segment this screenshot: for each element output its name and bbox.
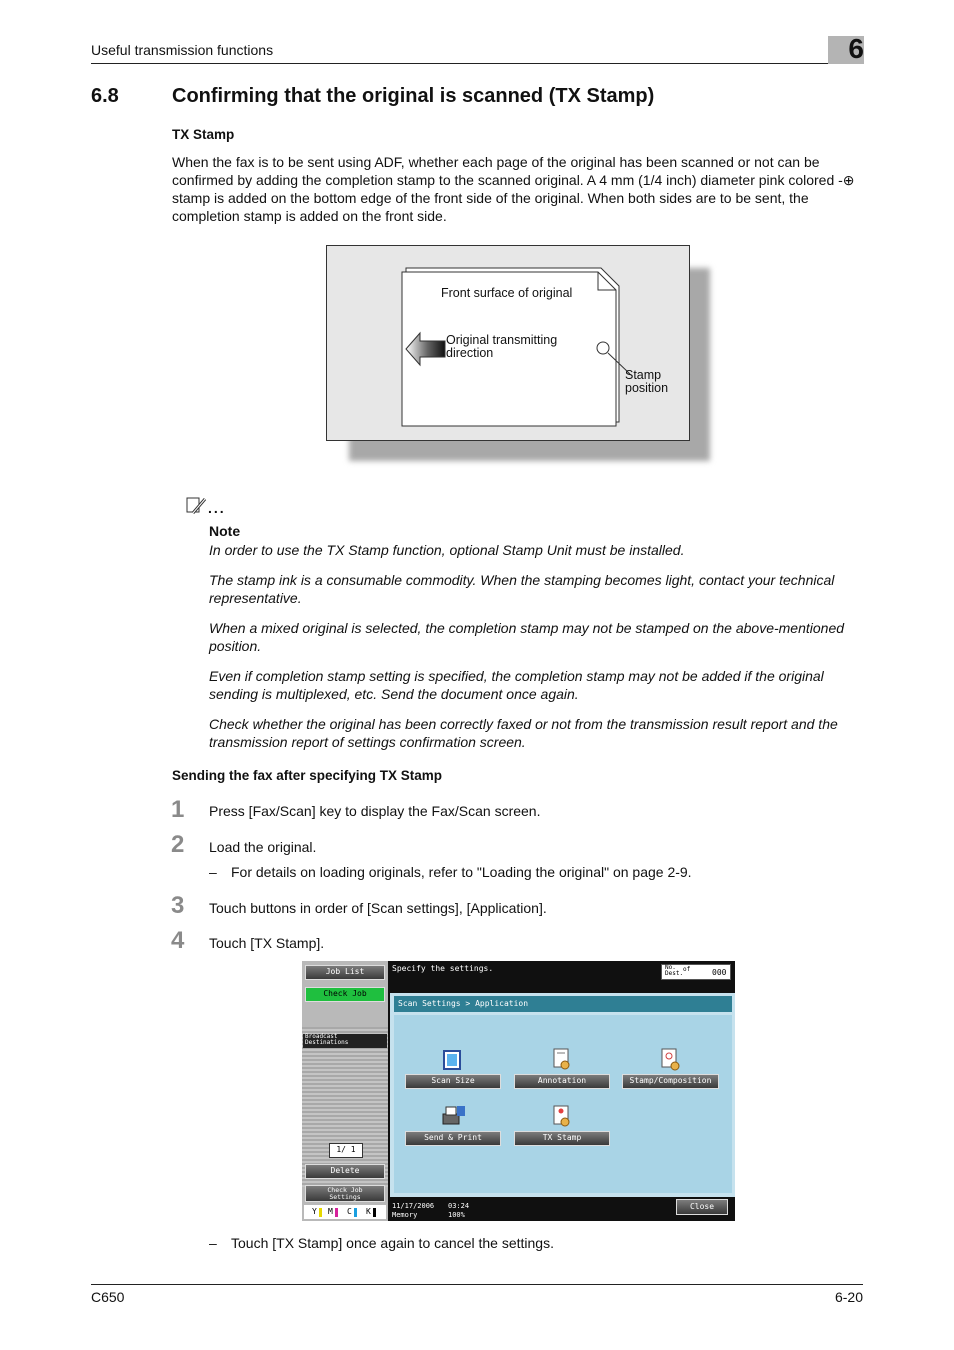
breadcrumb: Scan Settings > Application: [394, 996, 732, 1012]
scan-size-button[interactable]: Scan Size: [405, 1074, 501, 1089]
check-job-settings-label-1: Check Job: [327, 1186, 363, 1194]
memory-value: 100%: [448, 1211, 465, 1219]
step-text: Press [Fax/Scan] key to display the Fax/Scan screen.: [209, 803, 541, 819]
destination-list-area: [302, 1027, 388, 1187]
screen-message: Specify the settings.: [392, 964, 494, 973]
stamp-composition-button[interactable]: Stamp/Composition: [622, 1074, 719, 1089]
note-item: In order to use the TX Stamp function, optional Stamp Unit must be installed.: [209, 542, 685, 558]
direction-label-1: Original transmitting: [446, 333, 558, 347]
section-number: 6.8: [91, 85, 119, 107]
close-button[interactable]: Close: [676, 1199, 728, 1215]
note-item: The stamp ink is a consumable commodity. When the stamping becomes light, contact your technical representative.: [209, 572, 835, 606]
toner-cyan-label: C: [347, 1207, 352, 1216]
annotation-button[interactable]: Annotation: [514, 1074, 610, 1089]
toner-black-label: K: [366, 1207, 371, 1216]
step-number: 4: [171, 927, 185, 954]
dest-label-1: No.: [665, 964, 676, 971]
note-item: Even if completion stamp setting is specified, the completion stamp may not be added if the original sending is multiplexed, etc. Send the document once again.: [209, 668, 824, 702]
note-title: Note: [209, 523, 241, 539]
status-time: 03:24: [448, 1202, 470, 1210]
section-title: Confirming that the original is scanned (TX Stamp): [172, 85, 655, 107]
toner-magenta-label: M: [328, 1207, 333, 1216]
cancel-subitem: Touch [TX Stamp] once again to cancel the settings.: [231, 1235, 554, 1251]
dest-of-label: of: [683, 966, 691, 973]
step-number: 1: [171, 796, 185, 823]
step-number: 2: [171, 831, 185, 858]
note-item: When a mixed original is selected, the completion stamp may not be stamped on the above-mentioned position.: [209, 620, 845, 654]
annotation-icon: [551, 1047, 573, 1071]
broadcast-label-1: Broadcast: [305, 1033, 338, 1040]
dest-count: 000: [712, 968, 727, 977]
stamp-label-1: Stamp: [625, 368, 662, 382]
stamp-composition-icon: [659, 1047, 683, 1071]
destination-counter: [661, 964, 731, 980]
front-surface-label: Front surface of original: [441, 286, 573, 300]
step2-subitem: For details on loading originals, refer to "Loading the original" on page 2-9.: [231, 864, 692, 880]
toner-black-bar: [373, 1208, 376, 1217]
send-print-button[interactable]: Send & Print: [405, 1131, 501, 1146]
broadcast-destinations-header: [303, 1034, 387, 1048]
check-job-button[interactable]: Check Job: [305, 987, 385, 1002]
procedure-heading: Sending the fax after specifying TX Stamp: [172, 768, 443, 783]
direction-label-2: direction: [446, 346, 494, 360]
dest-label-2: Dest.: [665, 970, 684, 977]
step-text: Touch [TX Stamp].: [209, 935, 325, 951]
toner-yellow-bar: [319, 1208, 322, 1217]
toner-cyan-bar: [354, 1208, 357, 1217]
send-print-icon: [441, 1104, 467, 1128]
tx-stamp-button[interactable]: TX Stamp: [514, 1131, 610, 1146]
footer-model: C650: [91, 1289, 125, 1305]
dash-bullet: –: [209, 864, 217, 880]
step-number: 3: [171, 892, 185, 919]
dash-bullet: –: [209, 1235, 217, 1251]
step-text: Touch buttons in order of [Scan settings], [Application].: [209, 900, 547, 916]
header-rule: [91, 63, 863, 64]
page-indicator: 1/ 1: [329, 1143, 363, 1158]
tx-stamp-icon: [551, 1104, 573, 1128]
tx-stamp-paragraph: When the fax is to be sent using ADF, whether each page of the original has been scanned or not can be confirmed by adding the completion stamp to the scanned original. A 4 mm (1/4 inch) diameter pink colored -⊕ stamp is added on the bottom edge of the front side of the original. When both sides are to be sent, the completion stamp is added on the front side.: [172, 154, 855, 224]
job-list-button[interactable]: Job List: [305, 965, 385, 980]
toner-levels: [304, 1205, 386, 1219]
note-ellipsis: ...: [208, 500, 226, 516]
toner-yellow-label: Y: [312, 1207, 317, 1216]
stamp-circle-icon: [597, 342, 609, 354]
control-panel-screenshot: [302, 961, 735, 1221]
broadcast-label-2: Destinations: [305, 1039, 349, 1046]
check-job-settings-label-2: Settings: [329, 1193, 361, 1201]
memory-label: Memory: [392, 1211, 418, 1219]
status-date: 11/17/2006: [392, 1202, 435, 1210]
note-item: Check whether the original has been correctly faxed or not from the transmission result report and the transmission report of settings confirmation screen.: [209, 716, 838, 750]
footer-page-number: 6-20: [834, 1289, 863, 1305]
toner-magenta-bar: [335, 1208, 338, 1217]
delete-button[interactable]: Delete: [305, 1164, 385, 1179]
scan-size-icon: [442, 1049, 464, 1071]
stamp-label-2: position: [625, 381, 669, 395]
check-job-settings-button[interactable]: [305, 1185, 385, 1202]
original-diagram: [326, 245, 690, 441]
tx-stamp-heading: TX Stamp: [172, 127, 235, 142]
step-text: Load the original.: [209, 839, 317, 855]
pencil-icon: [184, 495, 210, 517]
chapter-number: 6: [848, 33, 864, 64]
running-header: Useful transmission functions: [91, 42, 274, 58]
footer-rule: [91, 1284, 863, 1285]
